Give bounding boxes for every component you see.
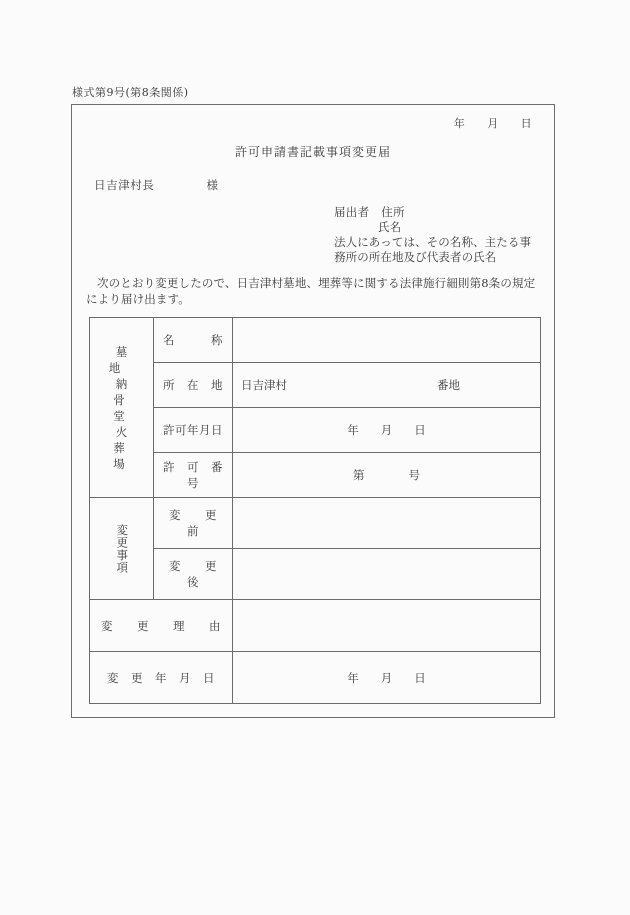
label-facility-permit-number: 許 可 番 号 bbox=[154, 453, 233, 498]
date-month-label: 月 bbox=[487, 117, 499, 130]
facility-label-line2: 納 骨 堂 bbox=[113, 376, 149, 423]
value-facility-permit-number[interactable] bbox=[233, 453, 541, 498]
facility-label-line3: 火 葬 場 bbox=[113, 424, 149, 471]
label-facility-address: 所 在 地 bbox=[154, 363, 233, 408]
label-change-date: 変 更 年 月 日 bbox=[90, 652, 233, 704]
label-facility-name: 名 称 bbox=[154, 318, 233, 363]
submitter-corporate-note-line1: 法人にあっては、その名称、主たる事 bbox=[334, 235, 532, 249]
permit-number-dai: 第 bbox=[353, 468, 365, 482]
change-items-vertical-label: 変更事項 bbox=[90, 498, 154, 600]
submitter-block bbox=[334, 205, 531, 265]
body-paragraph: 次のとおり変更したので、日吉津村墓地、埋葬等に関する法律施行細則第8条の規定により届け出ます。 bbox=[86, 276, 536, 306]
label-change-before: 変 更 前 bbox=[154, 498, 233, 549]
document-title: 許可申請書記載事項変更届 bbox=[234, 145, 391, 159]
change-date-day: 日 bbox=[414, 670, 426, 685]
submitter-label: 届出者 bbox=[334, 205, 370, 219]
permit-number-gou: 号 bbox=[408, 468, 420, 482]
value-facility-address-prefix: 日吉津村 bbox=[241, 378, 287, 392]
submitter-corporate-note-line2: 務所の所在地及び代表者の氏名 bbox=[334, 250, 497, 264]
date-day-label: 日 bbox=[520, 117, 532, 130]
addressee bbox=[94, 177, 219, 193]
facility-label-line1: 墓 地 bbox=[108, 344, 218, 375]
value-facility-address-suffix: 番地 bbox=[437, 378, 460, 392]
table-row-change-before bbox=[90, 498, 541, 549]
value-change-reason[interactable] bbox=[233, 600, 541, 652]
value-facility-permit-date[interactable] bbox=[233, 408, 541, 453]
value-change-date[interactable] bbox=[233, 652, 541, 704]
change-date-month: 月 bbox=[380, 670, 393, 685]
form-table bbox=[89, 317, 541, 704]
table-row-facility-permit-number bbox=[90, 453, 541, 498]
permit-date-month: 月 bbox=[380, 423, 393, 437]
table-row-change-after bbox=[90, 549, 541, 600]
change-date-year: 年 bbox=[347, 670, 359, 685]
submitter-address-row bbox=[334, 205, 531, 220]
table-row-change-date bbox=[90, 652, 541, 704]
permit-date-year: 年 bbox=[347, 423, 359, 437]
document-frame bbox=[71, 104, 555, 718]
submitter-name-label: 氏名 bbox=[378, 220, 402, 234]
label-change-after: 変 更 後 bbox=[154, 549, 233, 600]
value-facility-name[interactable] bbox=[233, 318, 541, 363]
label-facility-permit-date: 許可年月日 bbox=[154, 408, 233, 453]
date-year-label: 年 bbox=[453, 117, 466, 130]
submitter-name-row bbox=[334, 220, 531, 235]
submitter-address-label: 住所 bbox=[381, 205, 405, 219]
value-facility-address[interactable] bbox=[233, 363, 541, 408]
form-number: 様式第9号(第8条関係) bbox=[72, 86, 189, 99]
table-row-facility-name bbox=[90, 318, 541, 363]
label-change-reason: 変 更 理 由 bbox=[90, 600, 233, 652]
value-change-before[interactable] bbox=[233, 498, 541, 549]
table-row-facility-address bbox=[90, 363, 541, 408]
table-row-change-reason bbox=[90, 600, 541, 652]
addressee-honorific: 様 bbox=[206, 178, 219, 192]
table-row-facility-permit-date bbox=[90, 408, 541, 453]
permit-date-day: 日 bbox=[414, 423, 426, 437]
date-line bbox=[454, 115, 532, 131]
addressee-name: 日吉津村長 bbox=[94, 178, 155, 192]
value-change-after[interactable] bbox=[233, 549, 541, 600]
